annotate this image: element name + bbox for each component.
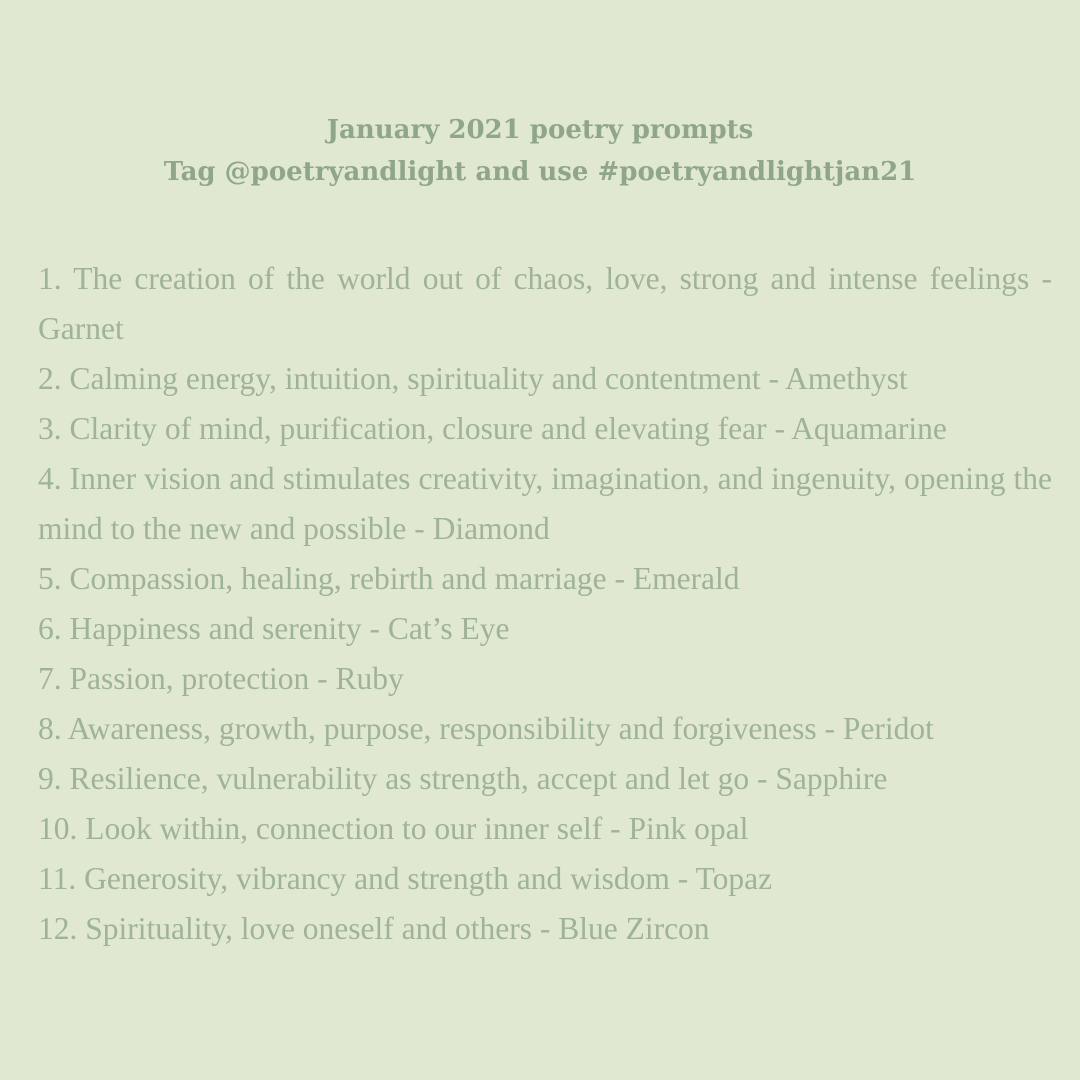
page-title: January 2021 poetry prompts <box>326 115 754 145</box>
prompt-item-11: 11. Generosity, vibrancy and strength and wisdom - Topaz <box>38 861 773 896</box>
prompt-item-6: 6. Happiness and serenity - Cat’s Eye <box>38 611 510 646</box>
prompt-list <box>38 254 1052 954</box>
prompt-item-7: 7. Passion, protection - Ruby <box>38 661 404 696</box>
prompt-item-10: 10. Look within, connection to our inner self - Pink opal <box>38 811 749 846</box>
prompt-item-2: 2. Calming energy, intuition, spirituality and contentment - Amethyst <box>38 361 908 396</box>
prompt-item-8: 8. Awareness, growth, purpose, responsibility and forgiveness - Peridot <box>38 711 934 746</box>
prompt-item-4: 4. Inner vision and stimulates creativity, imagination, and ingenuity, opening the mind to the new and possible - Diamond <box>38 461 1052 546</box>
prompt-item-12: 12. Spirituality, love oneself and others - Blue Zircon <box>38 911 710 946</box>
prompt-item-5: 5. Compassion, healing, rebirth and marriage - Emerald <box>38 561 740 596</box>
header <box>0 109 1080 193</box>
hashtag-subtitle: Tag @poetryandlight and use #poetryandlightjan21 <box>163 157 917 187</box>
prompt-item-3: 3. Clarity of mind, purification, closure and elevating fear - Aquamarine <box>38 411 947 446</box>
prompt-item-1: 1. The creation of the world out of chaos, love, strong and intense feelings - Garnet <box>38 261 1052 346</box>
prompt-item-9: 9. Resilience, vulnerability as strength, accept and let go - Sapphire <box>38 761 888 796</box>
